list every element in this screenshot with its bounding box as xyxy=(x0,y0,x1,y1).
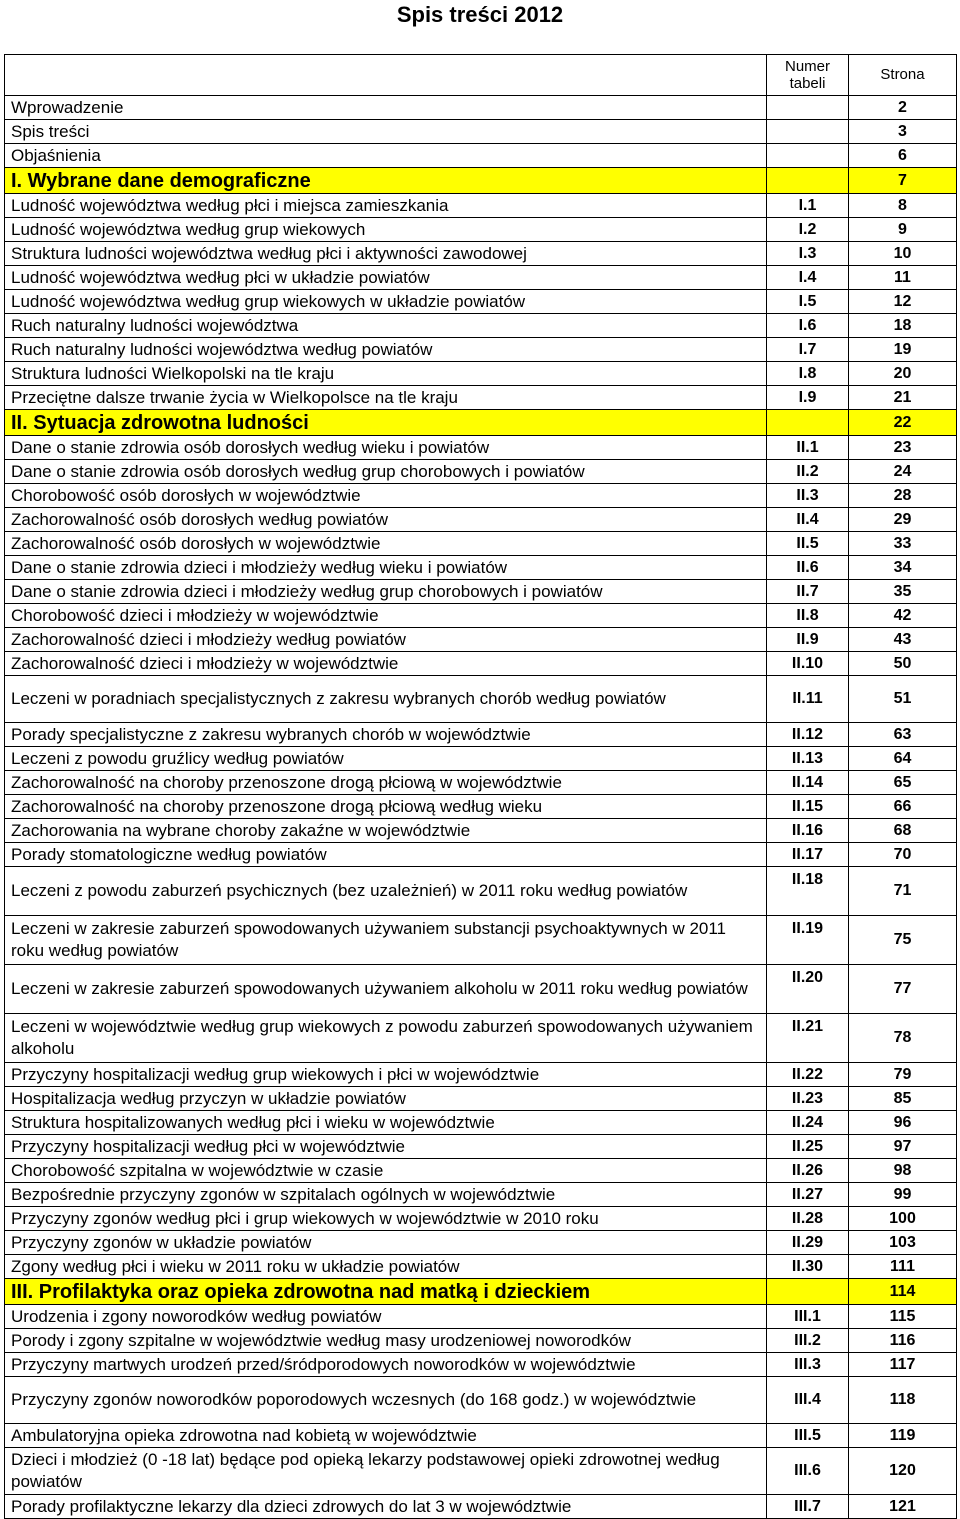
page-number: 117 xyxy=(849,1353,957,1377)
table-number: III.7 xyxy=(767,1495,849,1519)
page-title: Spis treści 2012 xyxy=(396,2,564,27)
toc-row xyxy=(5,144,957,168)
table-number: II.11 xyxy=(767,676,849,723)
toc-row xyxy=(5,965,957,1014)
toc-row xyxy=(5,1063,957,1087)
page-number: 50 xyxy=(849,652,957,676)
entry-title: Porady specjalistyczne z zakresu wybranych chorób w województwie xyxy=(5,723,767,747)
page-number: 24 xyxy=(849,460,957,484)
toc-row xyxy=(5,556,957,580)
table-number: III.5 xyxy=(767,1424,849,1448)
table-number: II.22 xyxy=(767,1063,849,1087)
toc-row xyxy=(5,460,957,484)
toc-row xyxy=(5,867,957,916)
entry-title: Zachorowalność na choroby przenoszone drogą płciową w województwie xyxy=(5,771,767,795)
header-title-cell xyxy=(5,55,767,96)
entry-title: Przyczyny zgonów według płci i grup wiekowych w województwie w 2010 roku xyxy=(5,1207,767,1231)
entry-title: Ruch naturalny ludności województwa według powiatów xyxy=(5,338,767,362)
table-number: III.2 xyxy=(767,1329,849,1353)
section-title: I. Wybrane dane demograficzne xyxy=(5,168,767,194)
toc-row xyxy=(5,819,957,843)
table-number: II.14 xyxy=(767,771,849,795)
page-number: 21 xyxy=(849,386,957,410)
entry-title: Dane o stanie zdrowia dzieci i młodzieży według grup chorobowych i powiatów xyxy=(5,580,767,604)
entry-title: Zachorowalność dzieci i młodzieży w województwie xyxy=(5,652,767,676)
page-number: 66 xyxy=(849,795,957,819)
table-number: III.3 xyxy=(767,1353,849,1377)
table-number: II.9 xyxy=(767,628,849,652)
page-number: 18 xyxy=(849,314,957,338)
table-number: II.2 xyxy=(767,460,849,484)
entry-title: Przyczyny martwych urodzeń przed/śródporodowych noworodków w województwie xyxy=(5,1353,767,1377)
table-number: I.6 xyxy=(767,314,849,338)
entry-title: Leczeni w poradniach specjalistycznych z zakresu wybranych chorób według powiatów xyxy=(5,676,767,723)
page-number: 120 xyxy=(849,1448,957,1495)
entry-title: Zachorowalność osób dorosłych według powiatów xyxy=(5,508,767,532)
table-number: I.7 xyxy=(767,338,849,362)
page-number: 115 xyxy=(849,1305,957,1329)
entry-title: Zachorowania na wybrane choroby zakaźne w województwie xyxy=(5,819,767,843)
page-number: 10 xyxy=(849,242,957,266)
toc-row xyxy=(5,580,957,604)
table-number: II.10 xyxy=(767,652,849,676)
entry-title: Przyczyny hospitalizacji według grup wiekowych i płci w województwie xyxy=(5,1063,767,1087)
entry-title: Leczeni z powodu zaburzeń psychicznych (bez uzależnień) w 2011 roku według powiatów xyxy=(5,867,767,916)
table-number xyxy=(767,1279,849,1305)
table-number: II.15 xyxy=(767,795,849,819)
page-number: 63 xyxy=(849,723,957,747)
page-number: 9 xyxy=(849,218,957,242)
toc-row xyxy=(5,1353,957,1377)
toc-row xyxy=(5,436,957,460)
page-number: 121 xyxy=(849,1495,957,1519)
page-number: 96 xyxy=(849,1111,957,1135)
table-number: II.5 xyxy=(767,532,849,556)
section-row xyxy=(5,168,957,194)
toc-row xyxy=(5,314,957,338)
toc-row xyxy=(5,386,957,410)
entry-title: Hospitalizacja według przyczyn w układzie powiatów xyxy=(5,1087,767,1111)
table-number: II.17 xyxy=(767,843,849,867)
table-header-row xyxy=(5,55,957,96)
table-number: I.9 xyxy=(767,386,849,410)
toc-row xyxy=(5,266,957,290)
page-number: 8 xyxy=(849,194,957,218)
toc-row xyxy=(5,843,957,867)
page-number: 78 xyxy=(849,1014,957,1063)
entry-title: Leczeni w zakresie zaburzeń spowodowanych używaniem substancji psychoaktywnych w 2011 roku według powiatów xyxy=(5,916,767,965)
table-number: II.21 xyxy=(767,1014,849,1063)
entry-title: Objaśnienia xyxy=(5,144,767,168)
table-number: II.7 xyxy=(767,580,849,604)
table-number: II.6 xyxy=(767,556,849,580)
table-number: II.20 xyxy=(767,965,849,1014)
toc-row xyxy=(5,723,957,747)
page-number: 100 xyxy=(849,1207,957,1231)
toc-table xyxy=(4,54,957,1519)
table-number: II.13 xyxy=(767,747,849,771)
table-number: II.16 xyxy=(767,819,849,843)
toc-row xyxy=(5,338,957,362)
table-number: I.4 xyxy=(767,266,849,290)
entry-title: Przyczyny hospitalizacji według płci w województwie xyxy=(5,1135,767,1159)
table-number xyxy=(767,96,849,120)
page-number: 51 xyxy=(849,676,957,723)
toc-row xyxy=(5,96,957,120)
entry-title: Chorobowość szpitalna w województwie w czasie xyxy=(5,1159,767,1183)
entry-title: Dane o stanie zdrowia osób dorosłych według grup chorobowych i powiatów xyxy=(5,460,767,484)
table-number: II.27 xyxy=(767,1183,849,1207)
entry-title: Zachorowalność dzieci i młodzieży według powiatów xyxy=(5,628,767,652)
entry-title: Chorobowość dzieci i młodzieży w województwie xyxy=(5,604,767,628)
section-title: III. Profilaktyka oraz opieka zdrowotna nad matką i dzieckiem xyxy=(5,1279,767,1305)
section-title: II. Sytuacja zdrowotna ludności xyxy=(5,410,767,436)
page-number: 20 xyxy=(849,362,957,386)
toc-row xyxy=(5,194,957,218)
page-number: 119 xyxy=(849,1424,957,1448)
toc-row xyxy=(5,795,957,819)
table-number: I.8 xyxy=(767,362,849,386)
table-number: II.25 xyxy=(767,1135,849,1159)
toc-row xyxy=(5,652,957,676)
entry-title: Struktura hospitalizowanych według płci i wieku w województwie xyxy=(5,1111,767,1135)
entry-title: Urodzenia i zgony noworodków według powiatów xyxy=(5,1305,767,1329)
toc-row xyxy=(5,1087,957,1111)
entry-title: Przyczyny zgonów noworodków poporodowych wczesnych (do 168 godz.) w województwie xyxy=(5,1377,767,1424)
table-number: II.3 xyxy=(767,484,849,508)
toc-row xyxy=(5,1424,957,1448)
table-number: I.1 xyxy=(767,194,849,218)
page-number: 11 xyxy=(849,266,957,290)
toc-row xyxy=(5,1255,957,1279)
page-number: 12 xyxy=(849,290,957,314)
page-number: 77 xyxy=(849,965,957,1014)
table-number: I.3 xyxy=(767,242,849,266)
page-number: 79 xyxy=(849,1063,957,1087)
entry-title: Zachorowalność osób dorosłych w województwie xyxy=(5,532,767,556)
header-table-number: Numer tabeli xyxy=(767,55,849,96)
toc-row xyxy=(5,771,957,795)
page-number: 70 xyxy=(849,843,957,867)
page-number: 23 xyxy=(849,436,957,460)
page-number: 28 xyxy=(849,484,957,508)
page-number: 29 xyxy=(849,508,957,532)
page-number: 3 xyxy=(849,120,957,144)
toc-row xyxy=(5,1448,957,1495)
toc-row xyxy=(5,120,957,144)
page-number: 7 xyxy=(849,168,957,194)
toc-row xyxy=(5,484,957,508)
table-number: III.6 xyxy=(767,1448,849,1495)
table-number xyxy=(767,168,849,194)
table-number xyxy=(767,144,849,168)
entry-title: Leczeni z powodu gruźlicy według powiatów xyxy=(5,747,767,771)
entry-title: Przyczyny zgonów w układzie powiatów xyxy=(5,1231,767,1255)
entry-title: Ludność województwa według płci i miejsca zamieszkania xyxy=(5,194,767,218)
entry-title: Chorobowość osób dorosłych w województwie xyxy=(5,484,767,508)
entry-title: Bezpośrednie przyczyny zgonów w szpitalach ogólnych w województwie xyxy=(5,1183,767,1207)
table-number: II.19 xyxy=(767,916,849,965)
page-number: 43 xyxy=(849,628,957,652)
page-number: 68 xyxy=(849,819,957,843)
page-number: 114 xyxy=(849,1279,957,1305)
page-number: 35 xyxy=(849,580,957,604)
toc-row xyxy=(5,1329,957,1353)
toc-row xyxy=(5,290,957,314)
page-number: 85 xyxy=(849,1087,957,1111)
toc-row xyxy=(5,1183,957,1207)
toc-row xyxy=(5,1135,957,1159)
table-number: II.29 xyxy=(767,1231,849,1255)
entry-title: Porady stomatologiczne według powiatów xyxy=(5,843,767,867)
toc-body xyxy=(5,96,957,1519)
toc-row xyxy=(5,1305,957,1329)
page-number: 19 xyxy=(849,338,957,362)
page-number: 103 xyxy=(849,1231,957,1255)
entry-title: Ludność województwa według płci w układzie powiatów xyxy=(5,266,767,290)
page-number: 22 xyxy=(849,410,957,436)
table-number: I.5 xyxy=(767,290,849,314)
page-number: 42 xyxy=(849,604,957,628)
section-row xyxy=(5,410,957,436)
toc-row xyxy=(5,747,957,771)
entry-title: Dzieci i młodzież (0 -18 lat) będące pod opieką lekarzy podstawowej opieki zdrowotnej według powiatów xyxy=(5,1448,767,1495)
toc-row xyxy=(5,1014,957,1063)
entry-title: Leczeni w zakresie zaburzeń spowodowanych używaniem alkoholu w 2011 roku według powiatów xyxy=(5,965,767,1014)
toc-row xyxy=(5,628,957,652)
header-page: Strona xyxy=(849,55,957,96)
page-number: 97 xyxy=(849,1135,957,1159)
table-number: I.2 xyxy=(767,218,849,242)
table-number: II.28 xyxy=(767,1207,849,1231)
toc-row xyxy=(5,1377,957,1424)
toc-row xyxy=(5,362,957,386)
entry-title: Ludność województwa według grup wiekowych w układzie powiatów xyxy=(5,290,767,314)
entry-title: Dane o stanie zdrowia osób dorosłych według wieku i powiatów xyxy=(5,436,767,460)
page-number: 64 xyxy=(849,747,957,771)
toc-row xyxy=(5,532,957,556)
page-number: 75 xyxy=(849,916,957,965)
table-number xyxy=(767,120,849,144)
entry-title: Porady profilaktyczne lekarzy dla dzieci zdrowych do lat 3 w województwie xyxy=(5,1495,767,1519)
page-number: 99 xyxy=(849,1183,957,1207)
entry-title: Ruch naturalny ludności województwa xyxy=(5,314,767,338)
page-number: 111 xyxy=(849,1255,957,1279)
toc-row xyxy=(5,508,957,532)
table-number xyxy=(767,410,849,436)
page-number: 118 xyxy=(849,1377,957,1424)
toc-row xyxy=(5,1231,957,1255)
entry-title: Leczeni w województwie według grup wiekowych z powodu zaburzeń spowodowanych używaniem alkoholu xyxy=(5,1014,767,1063)
page-number: 33 xyxy=(849,532,957,556)
table-number: III.1 xyxy=(767,1305,849,1329)
table-number: II.1 xyxy=(767,436,849,460)
toc-row xyxy=(5,218,957,242)
table-number: III.4 xyxy=(767,1377,849,1424)
table-number: II.23 xyxy=(767,1087,849,1111)
page-number: 116 xyxy=(849,1329,957,1353)
entry-title: Zgony według płci i wieku w 2011 roku w układzie powiatów xyxy=(5,1255,767,1279)
toc-row xyxy=(5,676,957,723)
page-number: 71 xyxy=(849,867,957,916)
page-number: 6 xyxy=(849,144,957,168)
page-number: 2 xyxy=(849,96,957,120)
toc-row xyxy=(5,604,957,628)
table-number: II.30 xyxy=(767,1255,849,1279)
entry-title: Ambulatoryjna opieka zdrowotna nad kobietą w województwie xyxy=(5,1424,767,1448)
entry-title: Ludność województwa według grup wiekowych xyxy=(5,218,767,242)
entry-title: Porody i zgony szpitalne w województwie według masy urodzeniowej noworodków xyxy=(5,1329,767,1353)
toc-row xyxy=(5,242,957,266)
toc-row xyxy=(5,1111,957,1135)
table-number: II.8 xyxy=(767,604,849,628)
entry-title: Spis treści xyxy=(5,120,767,144)
entry-title: Wprowadzenie xyxy=(5,96,767,120)
page-number: 34 xyxy=(849,556,957,580)
entry-title: Struktura ludności województwa według płci i aktywności zawodowej xyxy=(5,242,767,266)
page-number: 65 xyxy=(849,771,957,795)
entry-title: Zachorowalność na choroby przenoszone drogą płciową według wieku xyxy=(5,795,767,819)
toc-row xyxy=(5,1159,957,1183)
entry-title: Dane o stanie zdrowia dzieci i młodzieży według wieku i powiatów xyxy=(5,556,767,580)
entry-title: Struktura ludności Wielkopolski na tle kraju xyxy=(5,362,767,386)
toc-row xyxy=(5,1207,957,1231)
table-number: II.24 xyxy=(767,1111,849,1135)
table-number: II.26 xyxy=(767,1159,849,1183)
table-number: II.18 xyxy=(767,867,849,916)
section-row xyxy=(5,1279,957,1305)
table-number: II.4 xyxy=(767,508,849,532)
toc-row xyxy=(5,916,957,965)
table-number: II.12 xyxy=(767,723,849,747)
page-number: 98 xyxy=(849,1159,957,1183)
entry-title: Przeciętne dalsze trwanie życia w Wielkopolsce na tle kraju xyxy=(5,386,767,410)
